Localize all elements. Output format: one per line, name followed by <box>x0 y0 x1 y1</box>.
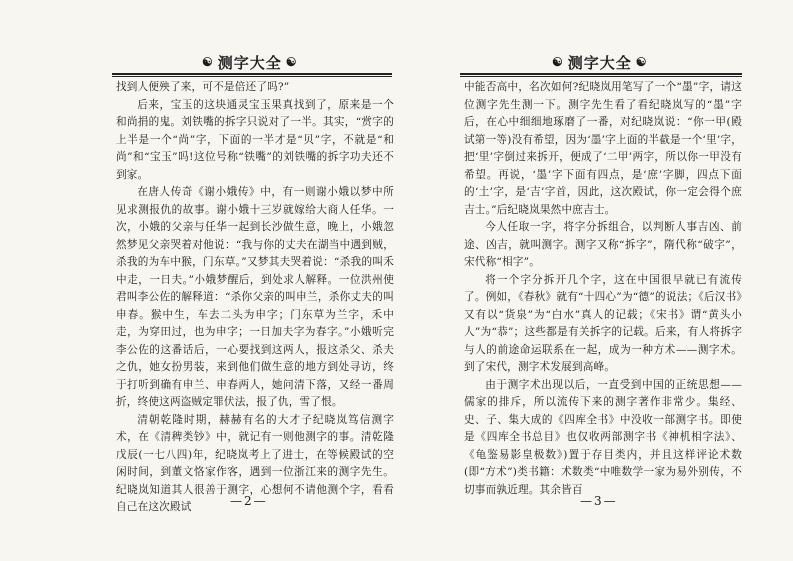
paragraph: 将一个字分拆开几个字，这在中国很早就已有流传了。例如，《春秋》就有“十四心”为“德”的说法；《后汉书》又有以“货泉”为“白水”真人的记载；《宋书》谓“黄头小人”为“恭”；这些都是有关拆字的记载。后来，有人将拆字与人的前途命运联系在一起，成为一种方术——测字术。到了宋代，测字术发展到高峰。 <box>464 273 742 373</box>
header-rule-thin <box>112 76 392 77</box>
paragraph: 清朝乾隆时期，赫赫有名的大才子纪晓岚笃信测字术，在《清稗类钞》中，就记有一则他测字的事。清乾隆戊辰(一七八四)年，纪晓岚考上了进士，在等候殿试的空闲时间，到董文恪家作客，遇到一位浙江来的测字先生。纪晓岚知道其人很善于测字，心想何不请他测个字，看看自己在这次殿试 <box>116 413 394 513</box>
paragraph: 由于测字术出现以后，一直受到中国的正统思想——儒家的排斥，所以流传下来的测字著作非常少。集经、史、子、集大成的《四库全书》中没收一部测字书。即使是《四库全书总目》也仅收两部测字书《神机相字法》、《龟鉴易影皇极数》)置于存目类内，并且这样评论术数(即“方术”)类书籍：术数类“中唯数学一家为易外别传，不切事而孰近理。其余皆百 <box>464 378 742 496</box>
right-page <box>396 0 793 561</box>
book-title: 测字大全 <box>567 53 632 72</box>
left-page-body <box>116 79 394 517</box>
right-page-header <box>548 52 652 72</box>
left-page-header <box>198 52 302 72</box>
page-number: —3— <box>580 494 618 508</box>
yin-yang-icon: ☯ <box>635 55 648 69</box>
yin-yang-icon: ☯ <box>552 55 564 69</box>
right-page-body <box>464 79 742 499</box>
paragraph: 在唐人传奇《谢小娥传》中，有一则谢小娥以梦中所见求测报仇的故事。谢小娥十三岁就嫁给大商人任华。一次，小娥的父亲与任华一起到长沙做生意，晚上，小娥忽然梦见父亲哭着对他说：“我与你的丈夫在湖当中遇到贼，杀我的为车中猴，门东草。”又梦其夫哭着说：“杀我的叫禾中走，一日夫。”小娥梦醒后，到处求人解释。一位洪州使君叫李公佐的解释道：“杀你父亲的叫申兰，杀你丈夫的叫申春。猴中生，车去二头为申字；门东草为兰字，禾中走，为穿田过，也为申字；一日加夫字为春字。”小娥听完李公佐的这番话后，一心要找到这两人，报这杀父、杀夫之仇，她女扮男装，来到他们做生意的地方到处寻访，终于打听到确有申兰、申春两人，她问清下落，又经一番周折，终使这两盗贼定罪伏法，报了仇，雪了恨。 <box>116 186 394 408</box>
page-number: —2— <box>230 494 268 508</box>
paragraph: 中能否高中，名次如何?纪晓岚用笔写了一个“墨”字，请这位测字先生测一下。测字先生看了看纪晓岚写的“墨”字后，在心中细细地琢磨了一番，对纪晓岚说：“你一甲(殿试第一等)没有希望，因为‘墨’字上面的半截是一个‘里’字，把‘里’字倒过来拆开，便成了‘二甲’两字，所以你一甲没有希望。再说，‘墨’字下面有四点，是‘庶’字脚，四点下面的‘土’字，是‘吉’字首，因此，这次殿试，你一定会得个庶吉士。”后纪晓岚果然中庶吉士。 <box>464 81 742 216</box>
yin-yang-icon: ☯ <box>202 55 214 69</box>
book-title: 测字大全 <box>217 53 282 72</box>
paragraph: 后来，宝玉的这块通灵宝玉果真找到了，原来是一个和尚捐的鬼。刘铁嘴的拆字只说对了一半。其实，“赏字的上半是一个“尚”字，下面的一半才是“贝”字，不就是“和尚”和“宝玉”吗!这位号称“铁嘴”的刘铁嘴的拆字功夫还不到家。 <box>116 98 394 181</box>
left-page <box>0 0 396 561</box>
header-rule <box>460 73 742 75</box>
header-rule <box>112 73 392 75</box>
header-rule-thin <box>460 76 742 77</box>
yin-yang-icon: ☯ <box>285 55 298 69</box>
paragraph: 今人任取一字，将字分拆组合，以判断人事吉凶、前途、凶吉，就叫测字。测字又称“拆字”，隋代称“破字”，宋代称“相字”。 <box>464 221 742 268</box>
paragraph: 找到人便殃了来，可不是倍还了吗?” <box>116 81 290 93</box>
